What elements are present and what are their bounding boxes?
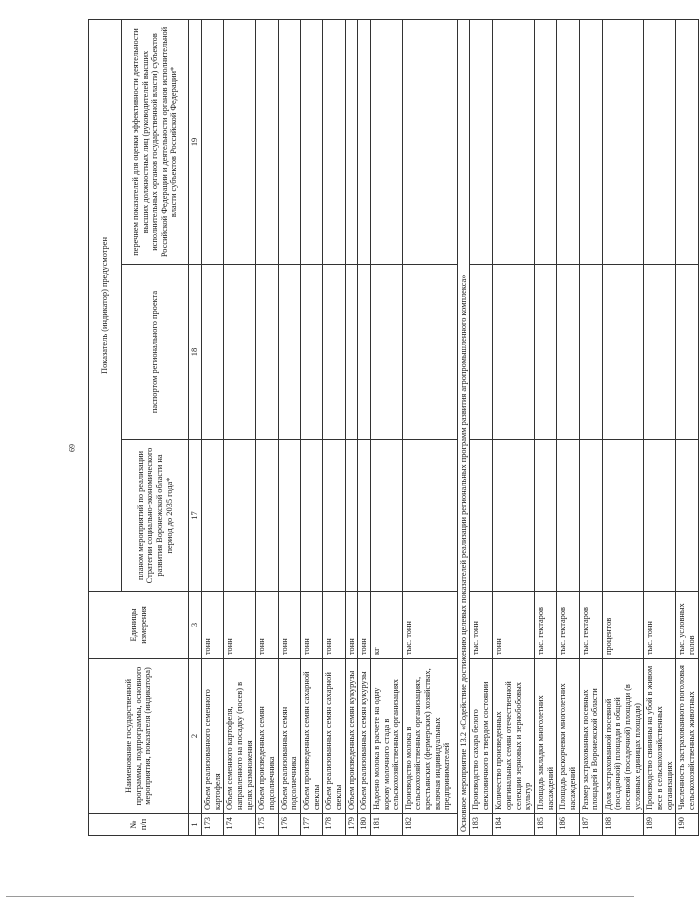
cell-empty <box>644 265 676 440</box>
row-unit: тонн <box>345 592 358 659</box>
row-number: 189 <box>644 814 676 836</box>
cell-empty <box>300 440 322 592</box>
row-unit: тонн <box>278 592 300 659</box>
row-unit: тыс. тонн <box>402 592 457 659</box>
cell-empty <box>202 265 224 440</box>
indicators-table <box>88 19 699 836</box>
row-number: 181 <box>370 814 402 836</box>
row-number: 187 <box>579 814 602 836</box>
cell-empty <box>402 265 457 440</box>
row-number: 180 <box>358 814 371 836</box>
cell-empty <box>202 19 224 264</box>
cell-empty <box>345 19 358 264</box>
column-number: 1 <box>189 814 202 836</box>
cell-empty <box>256 265 278 440</box>
section-title: Основное мероприятие 13.2 «Содействие достижению целевых показателей реализации региональных программ развития агропромышленного комплекса» <box>457 19 470 835</box>
row-number: 185 <box>535 814 557 836</box>
cell-empty <box>579 19 602 264</box>
cell-empty <box>370 19 402 264</box>
row-name: Количество произведенных оригинальных семян отечественной селекции зерновых и зернобобовых культур <box>493 659 535 814</box>
cell-empty <box>256 19 278 264</box>
row-number: 182 <box>402 814 457 836</box>
cell-empty <box>470 19 493 264</box>
table-row <box>345 19 358 835</box>
row-name: Производство молока в сельскохозяйственных организациях, крестьянских (фермерских) хозяйствах, включая индивидуальных предпринимателей <box>402 659 457 814</box>
table-row <box>402 19 457 835</box>
cell-empty <box>644 19 676 264</box>
cell-empty <box>557 440 579 592</box>
table-row <box>470 19 493 835</box>
cell-empty <box>602 440 644 592</box>
row-unit: тыс. гектаров <box>535 592 557 659</box>
cell-empty <box>602 19 644 264</box>
header-col19: перечнем показателей для оценки эффективности деятельности высших должностных лиц (руководителей высших исполнительных органов государственной власти) субъектов Российской Федерации и деятельности органов исполнительной власти субъектов Российской Федерации* <box>122 19 189 264</box>
row-name: Объем произведенных семян кукурузы <box>345 659 358 814</box>
row-name: Площадь раскорчевки многолетних насаждений <box>557 659 579 814</box>
cell-empty <box>470 440 493 592</box>
row-number: 178 <box>323 814 345 836</box>
cell-empty <box>557 19 579 264</box>
row-name: Объем реализованных семян кукурузы <box>358 659 371 814</box>
table-row <box>579 19 602 835</box>
cell-empty <box>202 440 224 592</box>
cell-empty <box>358 19 371 264</box>
cell-empty <box>644 440 676 592</box>
column-number: 18 <box>189 265 202 440</box>
row-unit: тыс. тонн <box>470 592 493 659</box>
header-name: Наименование государственной программы, подпрограммы, основного мероприятия, показателя (индикатора) <box>89 659 189 814</box>
row-unit: кг <box>370 592 402 659</box>
table-row <box>535 19 557 835</box>
column-number: 19 <box>189 19 202 264</box>
cell-empty <box>300 265 322 440</box>
row-name: Объем реализованного семенного картофеля <box>202 659 224 814</box>
page-footer-line <box>6 896 634 897</box>
header-num: № п/п <box>89 814 189 836</box>
cell-empty <box>323 265 345 440</box>
header-unit: Единицы измерения <box>89 592 189 659</box>
cell-empty <box>345 265 358 440</box>
row-name: Надоено молока в расчете на одну корову молочного стада в сельскохозяйственных организациях <box>370 659 402 814</box>
table-row <box>256 19 278 835</box>
table-row <box>300 19 322 835</box>
row-unit: тонн <box>358 592 371 659</box>
row-unit: тонн <box>202 592 224 659</box>
cell-empty <box>493 19 535 264</box>
row-unit: тонн <box>224 592 256 659</box>
cell-empty <box>370 265 402 440</box>
cell-empty <box>300 19 322 264</box>
row-name: Объем произведенных семян сахарной свеклы <box>300 659 322 814</box>
row-number: 190 <box>676 814 699 836</box>
row-name: Площадь закладки многолетних насаждений <box>535 659 557 814</box>
table-row <box>602 19 644 835</box>
row-name: Объем реализованных семян подсолнечника <box>278 659 300 814</box>
section-row <box>457 19 470 835</box>
row-number: 179 <box>345 814 358 836</box>
cell-empty <box>278 440 300 592</box>
table-row <box>224 19 256 835</box>
row-number: 175 <box>256 814 278 836</box>
cell-empty <box>535 440 557 592</box>
cell-empty <box>345 440 358 592</box>
row-unit: тыс. гектаров <box>579 592 602 659</box>
row-name: Объем произведенных семян подсолнечника <box>256 659 278 814</box>
cell-empty <box>602 265 644 440</box>
table-row <box>370 19 402 835</box>
cell-empty <box>323 19 345 264</box>
cell-empty <box>535 19 557 264</box>
cell-empty <box>323 440 345 592</box>
column-number: 17 <box>189 440 202 592</box>
column-number: 2 <box>189 659 202 814</box>
row-number: 176 <box>278 814 300 836</box>
row-number: 184 <box>493 814 535 836</box>
table-row <box>493 19 535 835</box>
cell-empty <box>278 265 300 440</box>
row-unit: тыс. тонн <box>644 592 676 659</box>
cell-empty <box>358 265 371 440</box>
row-number: 188 <box>602 814 644 836</box>
cell-empty <box>224 265 256 440</box>
row-unit: процентов <box>602 592 644 659</box>
cell-empty <box>493 440 535 592</box>
cell-empty <box>224 440 256 592</box>
row-unit: тонн <box>493 592 535 659</box>
cell-empty <box>402 19 457 264</box>
cell-empty <box>256 440 278 592</box>
cell-empty <box>370 440 402 592</box>
row-number: 186 <box>557 814 579 836</box>
cell-empty <box>676 265 699 440</box>
header-col18: паспортом регионального проекта <box>122 265 189 440</box>
table-row <box>278 19 300 835</box>
cell-empty <box>493 265 535 440</box>
cell-empty <box>358 440 371 592</box>
rotated-table-page <box>88 20 696 836</box>
table-row <box>557 19 579 835</box>
cell-empty <box>676 440 699 592</box>
row-name: Размер застрахованных посевных площадей в Воронежской области <box>579 659 602 814</box>
table-row <box>676 19 699 835</box>
cell-empty <box>470 265 493 440</box>
row-number: 174 <box>224 814 256 836</box>
cell-empty <box>557 265 579 440</box>
column-number: 3 <box>189 592 202 659</box>
row-name: Объем реализованных семян сахарной свеклы <box>323 659 345 814</box>
cell-empty <box>676 19 699 264</box>
row-name: Численность застрахованного поголовья сельскохозяйственных животных <box>676 659 699 814</box>
table-row <box>644 19 676 835</box>
row-unit: тыс. условных голов <box>676 592 699 659</box>
cell-empty <box>579 440 602 592</box>
row-name: Производство свинины на убой в живом весе в сельскохозяйственных организациях <box>644 659 676 814</box>
row-unit: тонн <box>256 592 278 659</box>
header-indicator-group: Показатель (индикатор) предусмотрен <box>89 19 122 591</box>
row-name: Объем семенного картофеля, направленного на посадку (посев) в целях размножения <box>224 659 256 814</box>
cell-empty <box>579 265 602 440</box>
row-number: 173 <box>202 814 224 836</box>
cell-empty <box>224 19 256 264</box>
page-number: 69 <box>67 444 77 452</box>
cell-empty <box>535 265 557 440</box>
table-row <box>358 19 371 835</box>
header-col17: планом мероприятий по реализации Стратегии социально-экономического развития Воронежской области на период до 2035 года* <box>122 440 189 592</box>
cell-empty <box>278 19 300 264</box>
table-row <box>202 19 224 835</box>
row-name: Производство сахара белого свекловичного в твердом состоянии <box>470 659 493 814</box>
row-unit: тыс. гектаров <box>557 592 579 659</box>
row-number: 177 <box>300 814 322 836</box>
table-row <box>323 19 345 835</box>
cell-empty <box>402 440 457 592</box>
row-number: 183 <box>470 814 493 836</box>
row-name: Доля застрахованной посевной (посадочной) площади в общей посевной (посадочной) площади (в условных единицах площади) <box>602 659 644 814</box>
row-unit: тонн <box>300 592 322 659</box>
row-unit: тонн <box>323 592 345 659</box>
